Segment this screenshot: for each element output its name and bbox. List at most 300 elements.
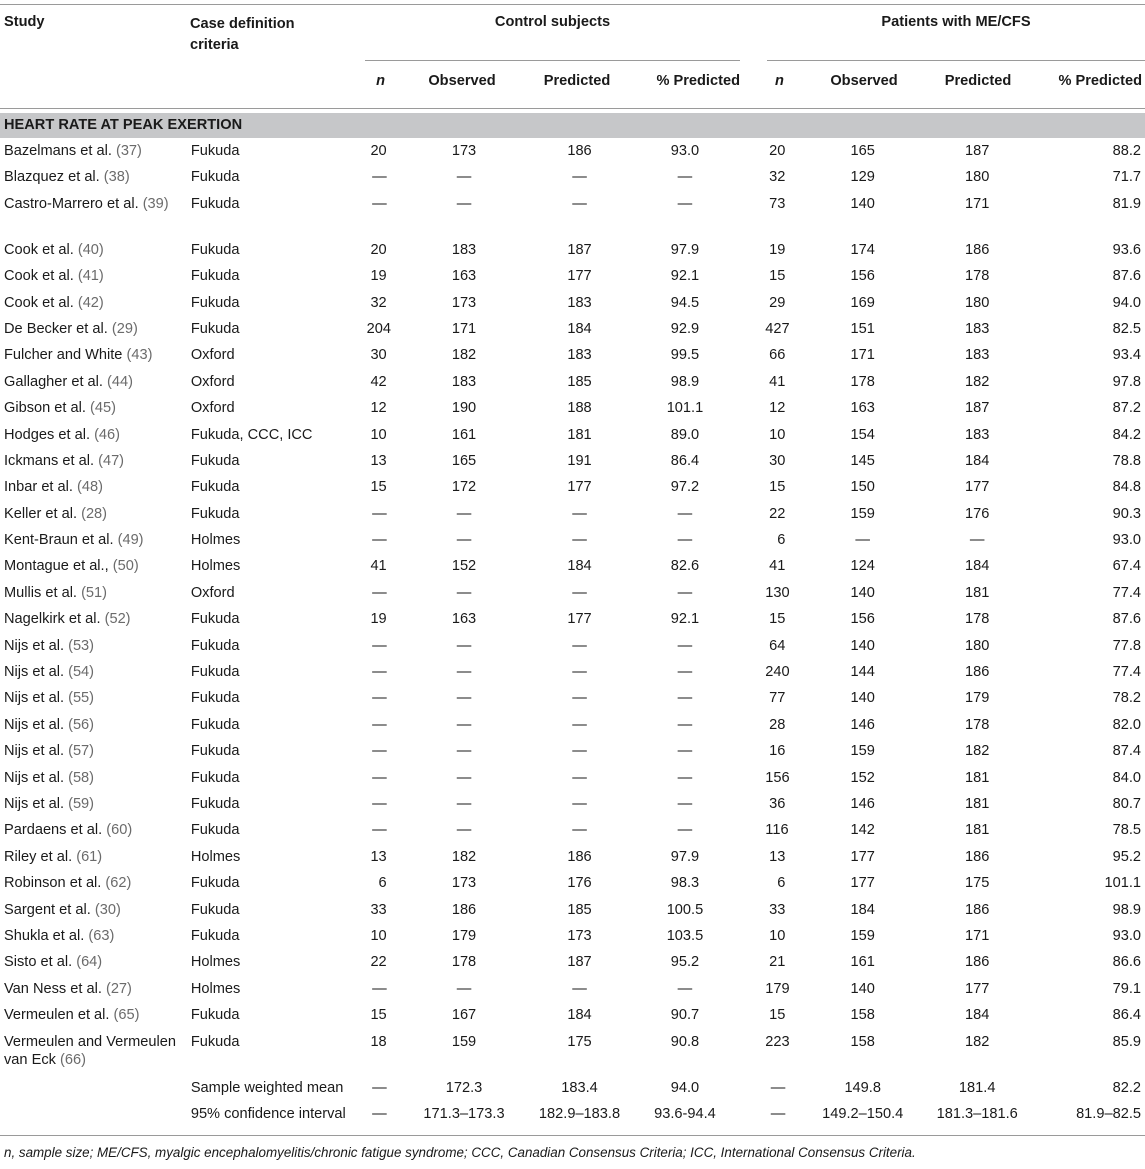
criteria-cell: Oxford — [190, 347, 235, 364]
reference-link[interactable]: (59) — [68, 795, 95, 812]
reference-link[interactable]: (49) — [117, 532, 144, 549]
spacer-cell — [516, 1105, 527, 1131]
patient-pct-cell: 97.8 — [1112, 373, 1141, 390]
patient-pct-cell: 82.0 — [1112, 716, 1141, 733]
criteria-cell: Fukuda — [190, 268, 240, 285]
patient-n-cell: 10 — [769, 927, 786, 944]
study-cell — [0, 637, 191, 663]
table-row — [0, 821, 1145, 847]
patient-pct-cell: 93.0 — [1112, 927, 1141, 944]
table-row — [0, 168, 1145, 194]
patient-observed-cell: 156 — [850, 611, 875, 628]
patient-predicted-cell: 186 — [965, 664, 990, 681]
study-cell — [0, 901, 191, 927]
control-n-cell: 33 — [370, 901, 387, 918]
reference-link[interactable]: (55) — [68, 690, 95, 707]
spacer-cell — [516, 241, 527, 267]
study-name: Nijs et al. — [4, 637, 65, 654]
study-cell — [0, 320, 191, 346]
study-name: Van Ness et al. — [4, 980, 102, 997]
study-name: Inbar et al. — [4, 479, 73, 496]
study-cell — [0, 1006, 191, 1032]
control-n-cell: — — [372, 637, 387, 654]
table-body — [0, 142, 1145, 1131]
control-n-cell: 12 — [370, 400, 387, 417]
patient-pct-cell: 101.1 — [1104, 875, 1141, 892]
patient-predicted-cell: 183 — [965, 320, 990, 337]
patient-n-cell: 77 — [769, 690, 786, 707]
study-name: Gibson et al. — [4, 400, 86, 417]
reference-link[interactable]: (30) — [94, 901, 121, 918]
control-observed-cell: — — [456, 169, 472, 186]
spacer-cell — [785, 874, 810, 900]
reference-link[interactable]: (50) — [112, 558, 139, 575]
top-rule — [0, 4, 1145, 5]
patient-observed-cell: 178 — [850, 373, 875, 390]
patient-predicted-cell: 182 — [965, 1033, 990, 1050]
study-cell — [0, 848, 191, 874]
spacer-cell — [516, 320, 527, 346]
data-table — [0, 142, 1145, 1131]
patient-n-cell: 427 — [765, 320, 790, 337]
study-name: Keller et al. — [4, 505, 78, 522]
reference-link[interactable]: (39) — [142, 195, 169, 212]
study-cell — [0, 426, 191, 452]
criteria-cell: Fukuda — [190, 195, 240, 212]
control-predicted-cell: — — [572, 795, 587, 812]
patient-pct-cell: 98.9 — [1112, 901, 1141, 918]
spacer-cell — [738, 346, 765, 372]
patient-predicted-cell: — — [969, 532, 985, 549]
control-observed-cell: — — [456, 195, 472, 212]
spacer-cell — [785, 531, 810, 557]
reference-link[interactable]: (66) — [59, 1051, 86, 1068]
study-cell — [0, 663, 191, 689]
reference-link[interactable]: (47) — [98, 452, 125, 469]
spacer-cell — [387, 531, 412, 557]
spacer-cell — [738, 373, 765, 399]
spacer-cell — [516, 610, 527, 636]
control-observed-cell: — — [456, 716, 472, 733]
control-n-cell: — — [372, 1105, 387, 1122]
control-observed-cell: — — [456, 532, 472, 549]
reference-link[interactable]: (53) — [68, 637, 95, 654]
control-pct-cell: 101.1 — [666, 400, 704, 417]
control-observed-cell: 165 — [451, 452, 477, 469]
patient-observed-cell: — — [855, 532, 870, 549]
reference-link[interactable]: (65) — [113, 1007, 140, 1024]
control-predicted-cell: 187 — [567, 954, 592, 971]
spacer-cell — [738, 1105, 765, 1131]
spacer-cell — [516, 716, 527, 742]
spacer-cell — [785, 795, 810, 821]
reference-link[interactable]: (40) — [77, 241, 104, 258]
patient-pct-cell: 77.4 — [1112, 664, 1141, 681]
patient-observed-cell: 124 — [850, 558, 875, 575]
criteria-cell: Fukuda — [190, 822, 240, 839]
spacer-cell — [516, 742, 527, 768]
control-n-cell: — — [372, 169, 387, 186]
patient-n-cell: 16 — [769, 743, 786, 760]
spacer-cell — [387, 1105, 412, 1131]
control-pct-cell: 93.6-94.4 — [654, 1105, 716, 1122]
control-n-cell: 19 — [370, 611, 387, 628]
control-pct-cell: 92.1 — [670, 611, 700, 628]
criteria-cell: Fukuda — [190, 1007, 240, 1024]
patient-pct-cell: 87.6 — [1112, 268, 1141, 285]
reference-link[interactable]: (46) — [94, 426, 121, 443]
patient-predicted-cell: 183 — [965, 426, 990, 443]
spacer-cell — [387, 663, 412, 689]
control-predicted-cell: 185 — [567, 901, 592, 918]
control-observed-cell: — — [456, 584, 472, 601]
spacer-cell — [915, 901, 925, 927]
study-name: Hodges et al. — [4, 426, 90, 443]
study-cell — [0, 142, 191, 168]
control-predicted-cell: 183 — [567, 294, 592, 311]
spacer-cell — [516, 584, 527, 610]
reference-link[interactable]: (64) — [76, 954, 103, 971]
control-n-cell: — — [372, 505, 387, 522]
patient-observed-cell: 129 — [850, 169, 875, 186]
spacer-cell — [738, 267, 765, 293]
reference-link[interactable]: (56) — [68, 716, 95, 733]
bottom-rule — [0, 1135, 1145, 1136]
control-n-cell: 32 — [370, 294, 387, 311]
patient-predicted-cell: 177 — [965, 479, 990, 496]
spacer-cell — [516, 452, 527, 478]
table-row — [0, 769, 1145, 795]
spacer-cell — [738, 795, 765, 821]
spacer-cell — [387, 1006, 412, 1032]
criteria-cell: Fukuda — [190, 241, 240, 258]
reference-link[interactable]: (58) — [68, 769, 95, 786]
spacer-cell — [915, 168, 925, 194]
spacer-cell — [516, 294, 527, 320]
patient-pct-cell: 84.8 — [1112, 479, 1141, 496]
patient-n-cell: 33 — [769, 901, 786, 918]
control-observed-cell: 171.3–173.3 — [423, 1105, 505, 1122]
patient-predicted-cell: 184 — [965, 1007, 990, 1024]
criteria-cell: Fukuda — [190, 169, 240, 186]
control-predicted-cell: 177 — [567, 611, 592, 628]
reference-link[interactable]: (29) — [111, 320, 138, 337]
patient-pct-cell: 67.4 — [1112, 558, 1141, 575]
reference-link[interactable]: (38) — [103, 169, 130, 186]
spacer-cell — [738, 953, 765, 979]
control-observed-cell: — — [456, 690, 472, 707]
footnote: n, sample size; ME/CFS, myalgic encephalomyelitis/chronic fatigue syndrome; CCC, Canadian Consensus Criteria; ICC, International Consensus Criteria. — [4, 1145, 916, 1160]
patient-predicted-cell: 181 — [965, 769, 990, 786]
patient-pct-cell: 80.7 — [1112, 795, 1141, 812]
reference-link[interactable]: (52) — [104, 611, 131, 628]
control-pct-cell: 93.0 — [670, 143, 700, 159]
spacer-cell — [785, 1079, 810, 1105]
patient-predicted-cell: 182 — [965, 373, 990, 390]
patient-observed-cell: 149.2–150.4 — [822, 1105, 904, 1122]
reference-link[interactable]: (42) — [77, 294, 104, 311]
patient-predicted-cell: 177 — [965, 980, 990, 997]
study-cell — [0, 795, 191, 821]
spacer-cell — [387, 1033, 412, 1079]
patient-observed-cell: 140 — [850, 637, 875, 654]
spacer-cell — [915, 426, 925, 452]
spacer-cell — [785, 426, 810, 452]
reference-link[interactable]: (37) — [115, 143, 142, 159]
spacer-cell — [915, 1006, 925, 1032]
study-cell — [0, 195, 191, 241]
patient-n-cell: 116 — [765, 822, 789, 839]
reference-link[interactable]: (63) — [88, 927, 115, 944]
reference-link[interactable]: (60) — [106, 822, 133, 839]
spacer-cell — [915, 821, 925, 847]
spacer-cell — [516, 689, 527, 715]
spacer-cell — [387, 637, 412, 663]
table-row — [0, 953, 1145, 979]
spacer-cell — [915, 610, 925, 636]
control-pct-cell: — — [677, 505, 693, 522]
reference-link[interactable]: (45) — [90, 400, 116, 417]
reference-link[interactable]: (57) — [68, 743, 95, 760]
header-case-definition: Case definition criteria — [190, 16, 295, 53]
patient-predicted-cell: 178 — [965, 611, 990, 628]
spacer-cell — [516, 531, 527, 557]
study-cell — [0, 716, 191, 742]
control-n-cell: 19 — [370, 268, 387, 285]
control-observed-cell: — — [456, 505, 472, 522]
control-observed-cell: 172 — [451, 479, 477, 496]
control-predicted-cell: — — [572, 743, 587, 760]
control-pct-cell: 89.0 — [670, 426, 700, 443]
spacer-cell — [738, 584, 765, 610]
table-row — [0, 320, 1145, 346]
spacer-cell — [738, 168, 765, 194]
spacer-cell — [516, 1079, 527, 1105]
patient-predicted-cell: 181.3–181.6 — [936, 1105, 1018, 1122]
spacer-cell — [387, 795, 412, 821]
control-pct-cell: 99.5 — [670, 347, 700, 364]
patient-predicted-cell: 186 — [965, 848, 990, 865]
spacer-cell — [915, 320, 925, 346]
spacer-cell — [915, 557, 925, 583]
control-pct-cell: 98.9 — [670, 373, 700, 390]
patient-predicted-cell: 179 — [965, 690, 990, 707]
control-n-cell: 41 — [370, 558, 387, 575]
patient-n-cell: 223 — [765, 1033, 790, 1050]
spacer-cell — [387, 980, 412, 1006]
spacer-cell — [785, 478, 810, 504]
control-pct-cell: 98.3 — [670, 875, 700, 892]
study-cell — [0, 452, 191, 478]
control-n-cell: — — [372, 690, 387, 707]
control-predicted-cell: 177 — [567, 479, 592, 496]
control-observed-cell: — — [456, 664, 472, 681]
spacer-cell — [516, 980, 527, 1006]
control-predicted-cell: 184 — [567, 1007, 592, 1024]
spacer-cell — [516, 663, 527, 689]
control-pct-cell: 97.9 — [670, 848, 700, 865]
header-study: Study — [4, 14, 45, 30]
spacer-cell — [915, 142, 925, 168]
patient-predicted-cell: 187 — [965, 143, 990, 159]
table-row — [0, 874, 1145, 900]
spacer-cell — [915, 478, 925, 504]
patient-predicted-cell: 178 — [965, 716, 990, 733]
control-observed-cell: 163 — [451, 611, 477, 628]
patient-n-cell: 15 — [769, 479, 786, 496]
control-n-cell: 13 — [370, 848, 387, 865]
control-predicted-cell: 175 — [567, 1033, 592, 1050]
reference-link[interactable]: (43) — [126, 347, 153, 364]
table-row — [0, 142, 1145, 168]
patient-n-cell: 15 — [769, 1007, 786, 1024]
spacer-cell — [915, 584, 925, 610]
criteria-cell: Fukuda — [190, 1033, 240, 1050]
patient-pct-cell: 81.9–82.5 — [1076, 1105, 1141, 1122]
spacer-cell — [0, 1105, 191, 1131]
criteria-cell: Fukuda — [190, 690, 240, 707]
criteria-cell: Fukuda — [190, 901, 240, 918]
patient-n-cell: 13 — [769, 848, 786, 865]
spacer-cell — [785, 610, 810, 636]
spacer-cell — [516, 478, 527, 504]
patient-predicted-cell: 187 — [965, 400, 990, 417]
patient-predicted-cell: 180 — [965, 169, 990, 186]
reference-link[interactable]: (51) — [81, 584, 108, 601]
header-patients: Patients with ME/CFS — [881, 14, 1031, 30]
patient-predicted-cell: 183 — [965, 347, 990, 364]
control-pct-cell: — — [677, 980, 693, 997]
control-observed-cell: 152 — [451, 558, 477, 575]
control-n-cell: — — [372, 532, 387, 549]
control-n-cell: 20 — [370, 143, 387, 159]
patient-pct-cell: 86.6 — [1112, 954, 1141, 971]
spacer-cell — [915, 742, 925, 768]
spacer-cell — [785, 294, 810, 320]
spacer-cell — [387, 426, 412, 452]
reference-link[interactable]: (44) — [107, 373, 133, 390]
spacer-cell — [915, 505, 925, 531]
study-cell — [0, 769, 191, 795]
patient-observed-cell: 140 — [850, 690, 875, 707]
summary-row — [0, 1079, 1145, 1105]
control-pct-cell: — — [677, 769, 693, 786]
spacer-cell — [785, 848, 810, 874]
spacer-cell — [785, 742, 810, 768]
reference-link[interactable]: (28) — [81, 505, 108, 522]
spacer-cell — [387, 821, 412, 847]
control-pct-cell: 86.4 — [670, 452, 700, 469]
patient-predicted-cell: 176 — [965, 505, 990, 522]
control-n-cell: 15 — [370, 479, 387, 496]
table-row — [0, 531, 1145, 557]
patient-observed-cell: 146 — [850, 795, 875, 812]
study-name: Robinson et al. — [4, 875, 102, 892]
control-observed-cell: 171 — [451, 320, 477, 337]
table-row — [0, 241, 1145, 267]
study-cell — [0, 980, 191, 1006]
spacer-cell — [387, 901, 412, 927]
criteria-cell: Fukuda — [190, 479, 240, 496]
study-name: Kent-Braun et al. — [4, 532, 114, 549]
spacer-cell — [387, 769, 412, 795]
spacer-cell — [387, 346, 412, 372]
control-pct-cell: — — [677, 743, 693, 760]
spacer-cell — [915, 663, 925, 689]
study-name: Cook et al. — [4, 241, 74, 258]
patient-observed-cell: 154 — [850, 426, 875, 443]
spacer-cell — [915, 373, 925, 399]
patient-n-cell: 64 — [769, 637, 786, 654]
patient-pct-cell: 82.5 — [1112, 320, 1141, 337]
criteria-cell: Fukuda — [190, 743, 240, 760]
patient-predicted-cell: 186 — [965, 241, 990, 258]
header-control-n: n — [376, 73, 385, 89]
spacer-cell — [738, 663, 765, 689]
patient-observed-cell: 140 — [850, 584, 875, 601]
spacer-cell — [785, 168, 810, 194]
patient-observed-cell: 149.8 — [844, 1079, 881, 1096]
reference-link[interactable]: (61) — [76, 848, 103, 865]
spacer-cell — [738, 927, 765, 953]
reference-link[interactable]: (54) — [68, 664, 95, 681]
reference-link[interactable]: (27) — [105, 980, 132, 997]
patient-pct-cell: 82.2 — [1112, 1079, 1141, 1096]
control-n-cell: — — [372, 195, 387, 212]
study-name: Nijs et al. — [4, 769, 65, 786]
control-predicted-cell: 177 — [567, 268, 592, 285]
spacer-cell — [516, 1006, 527, 1032]
header-patient-n: n — [775, 73, 784, 89]
reference-link[interactable]: (62) — [105, 875, 132, 892]
table-row — [0, 901, 1145, 927]
control-pct-cell: — — [677, 716, 693, 733]
spacer-cell — [738, 689, 765, 715]
criteria-cell: Fukuda — [190, 320, 240, 337]
study-cell — [0, 505, 191, 531]
header-control-predicted: Predicted — [543, 73, 611, 89]
spacer-cell — [785, 267, 810, 293]
table-row — [0, 663, 1145, 689]
criteria-cell: Fukuda — [190, 143, 240, 159]
reference-link[interactable]: (41) — [77, 268, 104, 285]
patient-pct-cell: 86.4 — [1112, 1007, 1141, 1024]
control-observed-cell: 190 — [451, 400, 477, 417]
patient-predicted-cell: 171 — [965, 195, 990, 212]
patient-n-cell: 22 — [769, 505, 786, 522]
section-bar — [0, 113, 1145, 138]
patient-n-cell: 12 — [769, 400, 786, 417]
reference-link[interactable]: (48) — [77, 479, 103, 496]
patient-observed-cell: 140 — [850, 980, 875, 997]
spacer-cell — [516, 821, 527, 847]
patient-observed-cell: 150 — [850, 479, 875, 496]
control-predicted-cell: 185 — [567, 373, 592, 390]
control-predicted-cell: — — [572, 716, 587, 733]
patient-pct-cell: 79.1 — [1112, 980, 1141, 997]
spacer-cell — [516, 142, 527, 168]
spacer-cell — [738, 980, 765, 1006]
patient-observed-cell: 174 — [850, 241, 875, 258]
spacer-cell — [785, 505, 810, 531]
patient-observed-cell: 142 — [850, 822, 875, 839]
patient-observed-cell: 159 — [850, 743, 875, 760]
spacer-cell — [785, 1105, 810, 1131]
spacer-cell — [785, 142, 810, 168]
spacer-cell — [785, 901, 810, 927]
spacer-cell — [738, 742, 765, 768]
study-name: Castro-Marrero et al. — [4, 195, 139, 212]
